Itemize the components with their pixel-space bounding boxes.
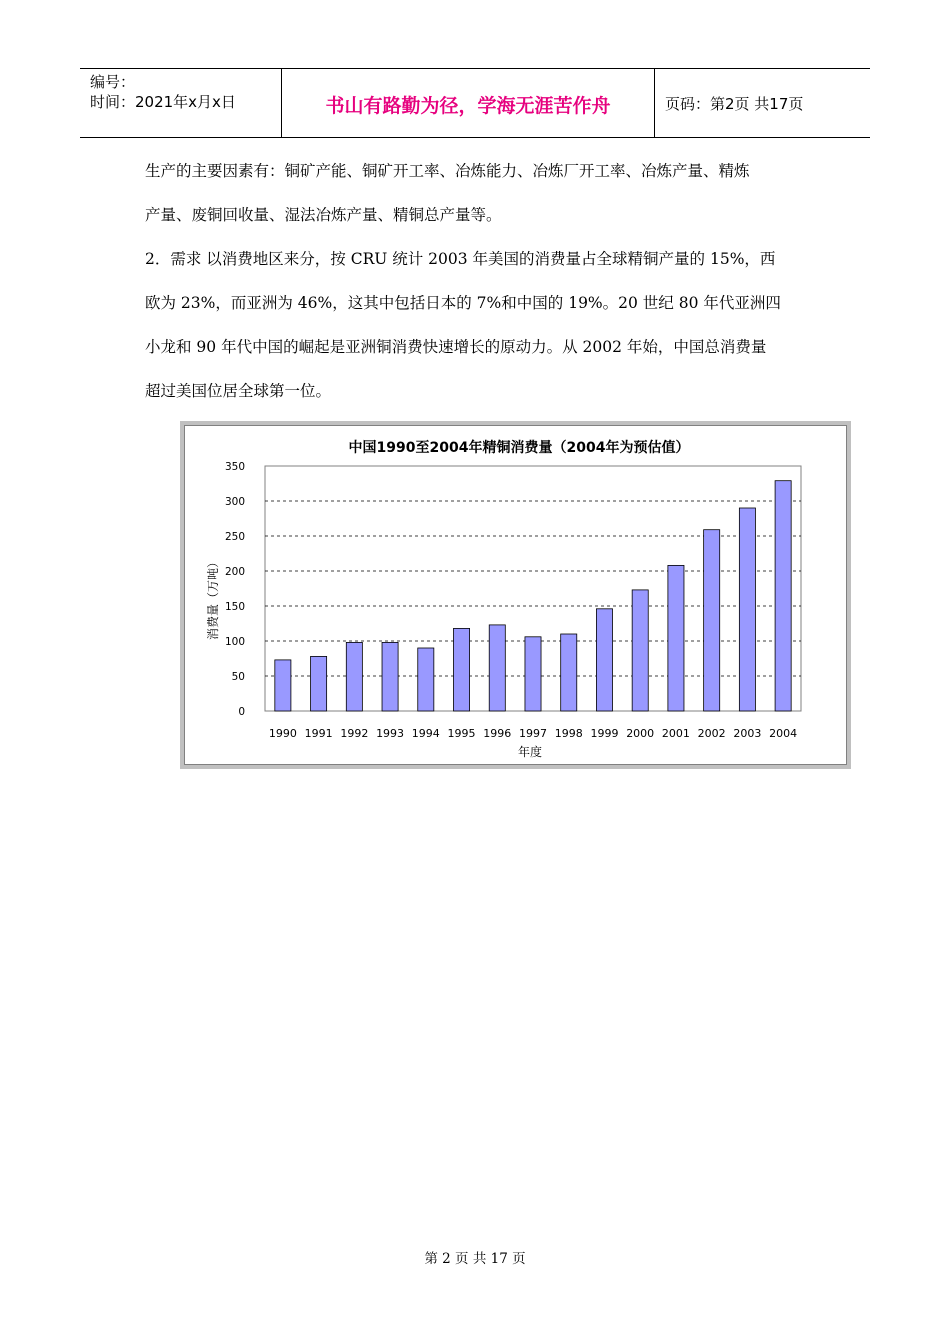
y-tick-labels (225, 461, 245, 718)
y-tick-label: 200 (224, 566, 245, 578)
bar-1993 (382, 642, 398, 711)
x-tick-label: 1996 (483, 727, 512, 740)
page-label: 页码：第2页 共17页 (665, 95, 804, 113)
bar-2003 (739, 508, 755, 711)
y-tick-label: 100 (224, 636, 245, 648)
paragraph-production (145, 149, 810, 237)
bar-chart (185, 426, 846, 764)
x-tick-label: 1999 (590, 727, 619, 740)
header-page-cell (655, 69, 870, 137)
text-line: 超过美国位居全球第一位。 (145, 382, 332, 400)
page-footer: 第 2 页 共 17 页 (424, 1251, 526, 1267)
bar-1995 (453, 628, 469, 711)
chart-frame (180, 421, 851, 769)
x-tick-label: 1993 (376, 727, 405, 740)
y-tick-label: 250 (224, 531, 245, 543)
bar-1999 (596, 609, 612, 711)
bar-1998 (561, 634, 577, 711)
header-info-cell (80, 69, 281, 137)
text-line: 产量、废铜回收量、湿法冶炼产量、精铜总产量等。 (145, 206, 502, 224)
bars (275, 481, 791, 711)
y-tick-label: 0 (238, 706, 245, 718)
y-axis-label: 消费量（万吨） (206, 555, 220, 641)
bar-1994 (418, 648, 434, 711)
x-tick-label: 2003 (733, 727, 762, 740)
chart-title: 中国1990至2004年精铜消费量（2004年为预估值） (348, 440, 690, 456)
y-tick-label: 50 (231, 671, 245, 683)
x-tick-label: 1998 (554, 727, 583, 740)
x-tick-labels (269, 727, 797, 740)
text-line: 小龙和 90 年代中国的崛起是亚洲铜消费快速增长的原动力。从 2002 年始，中国总消费量 (145, 338, 767, 356)
motto: 书山有路勤为径，学海无涯苦作舟 (325, 95, 611, 117)
chart-panel (184, 425, 847, 765)
x-tick-label: 1994 (411, 727, 440, 740)
bar-2002 (704, 530, 720, 711)
y-tick-label: 300 (224, 496, 245, 508)
x-tick-label: 2004 (769, 727, 798, 740)
bar-1997 (525, 637, 541, 711)
bar-1996 (489, 625, 505, 711)
bar-1990 (275, 660, 291, 711)
text-line: 生产的主要因素有：铜矿产能、铜矿开工率、冶炼能力、冶炼厂开工率、冶炼产量、精炼 (145, 162, 750, 180)
header-motto-cell (281, 69, 655, 137)
bar-2001 (668, 565, 684, 711)
bar-2000 (632, 590, 648, 711)
x-tick-label: 1997 (519, 727, 547, 740)
x-tick-label: 1991 (304, 727, 333, 740)
text-line: 2．需求 以消费地区来分，按 CRU 统计 2003 年美国的消费量占全球精铜产量的 15%，西 (145, 250, 776, 268)
bar-1992 (346, 642, 362, 711)
paragraph-demand (145, 237, 810, 413)
x-tick-label: 2002 (697, 727, 726, 740)
date-label: 时间：2021年x月x日 (90, 93, 236, 111)
bar-2004 (775, 481, 791, 711)
x-tick-label: 1995 (447, 727, 476, 740)
header-table (80, 68, 870, 138)
x-tick-label: 1990 (268, 727, 297, 740)
bar-1991 (311, 656, 327, 711)
y-tick-label: 350 (224, 461, 245, 473)
x-tick-label: 1992 (340, 727, 369, 740)
x-tick-label: 2000 (626, 727, 655, 740)
x-axis-label: 年度 (517, 745, 543, 759)
x-tick-label: 2001 (661, 727, 690, 740)
y-tick-label: 150 (224, 601, 245, 613)
text-line: 欧为 23%，而亚洲为 46%，这其中包括日本的 7%和中国的 19%。20 世纪 80 年代亚洲四 (145, 294, 781, 312)
code-label: 编号： (90, 73, 136, 91)
